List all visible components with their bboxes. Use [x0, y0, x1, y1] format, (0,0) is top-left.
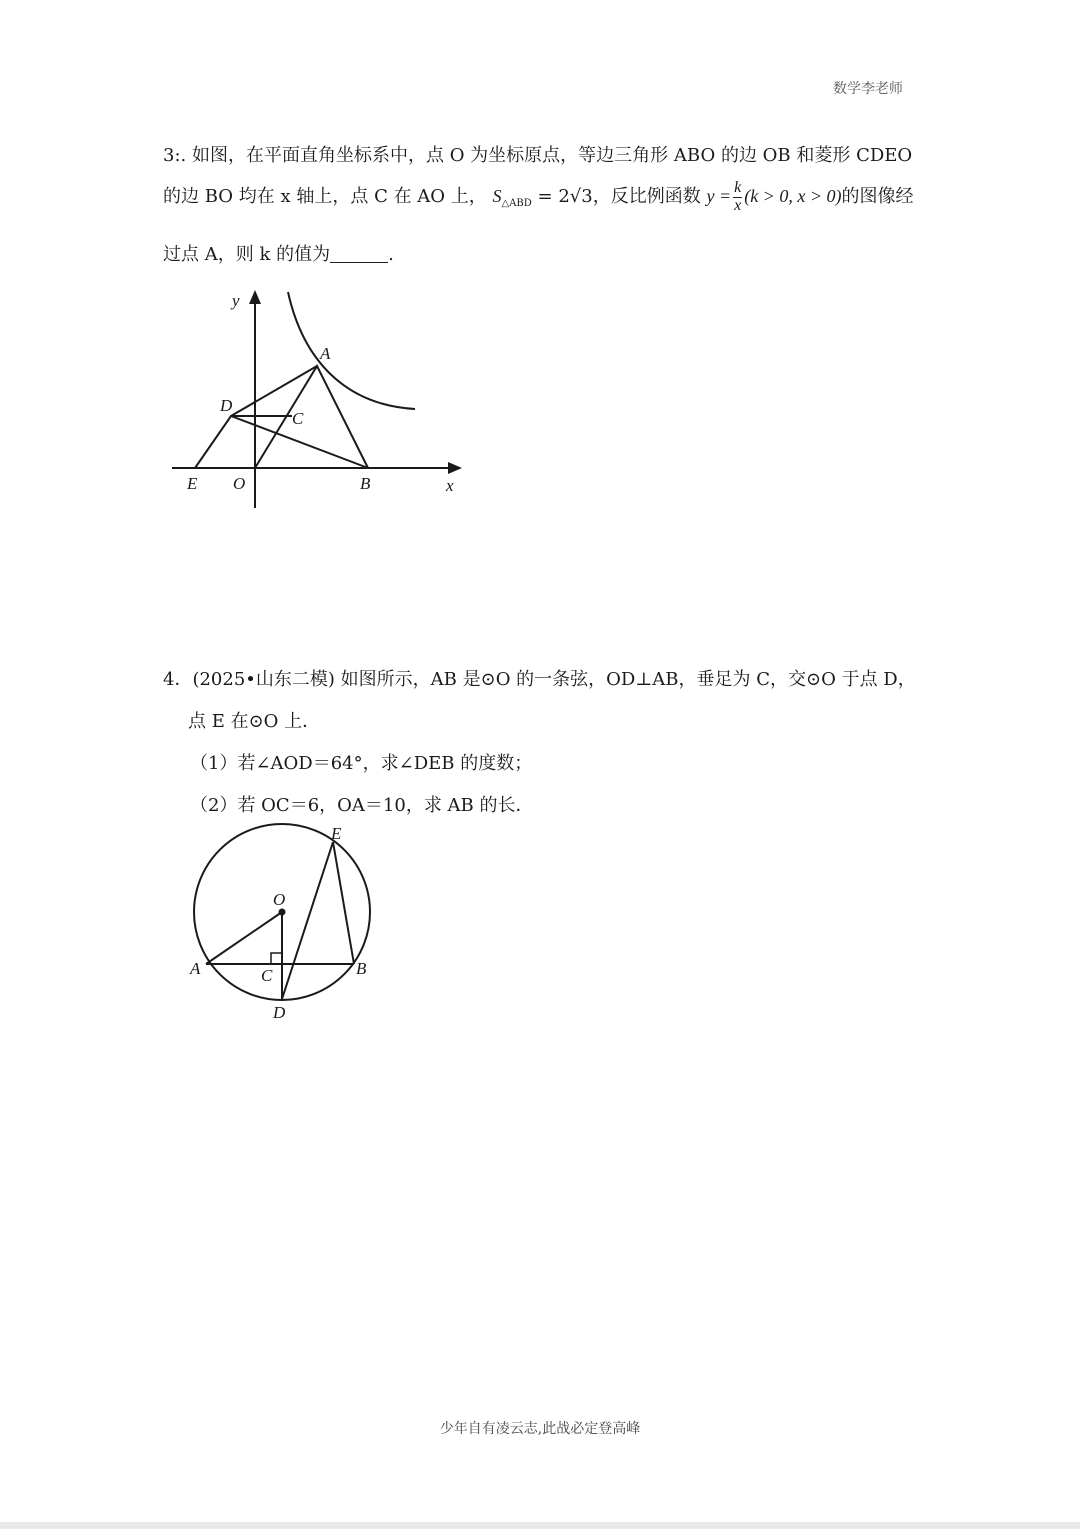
label-c: C	[292, 409, 304, 428]
center-dot	[279, 909, 286, 916]
header-author: 数学李老师	[833, 81, 903, 97]
right-angle-mark	[271, 953, 282, 964]
segment-de	[282, 842, 333, 999]
q4-line2: 点 E 在⊙O 上．	[188, 711, 321, 732]
q4-text-line1: 如图所示，AB 是⊙O 的一条弦，OD⊥AB，垂足为 C，交⊙O 于点 D，	[340, 669, 916, 690]
label-e: E	[187, 474, 198, 493]
label-d: D	[273, 1003, 286, 1022]
q3-fraction-numerator: k	[734, 179, 742, 196]
q3-figure	[160, 280, 480, 515]
q3-number: 3:.	[163, 145, 187, 166]
label-a: A	[190, 959, 201, 978]
q3-text-line1: 如图，在平面直角坐标系中，点 O 为坐标原点，等边三角形 ABO 的边 OB 和菱形 CDEO	[191, 145, 913, 166]
answer-blank	[330, 244, 388, 263]
label-x: x	[446, 476, 454, 495]
q4-source: (2025•山东二模)	[192, 669, 335, 690]
rhombus-cdeo	[195, 416, 292, 468]
segment-eb	[333, 842, 354, 964]
label-e: E	[331, 824, 342, 843]
q4-part2: （2）若 OC＝6，OA＝10，求 AB 的长．	[190, 795, 534, 816]
label-c: C	[261, 966, 273, 985]
q3-line3	[163, 240, 394, 266]
q4-number: 4．	[163, 669, 193, 690]
x-axis-arrow	[448, 462, 462, 474]
q3-line2	[163, 180, 913, 214]
q3-area-expression	[493, 186, 593, 207]
q3-area-value: = 2√3	[537, 186, 593, 207]
label-o: O	[273, 890, 286, 909]
q3-text-line2b: ，反比例函数	[592, 186, 701, 207]
q3-line1	[163, 141, 912, 167]
q3-area-label: S	[492, 186, 502, 206]
bottom-bar	[0, 1522, 1080, 1529]
label-d: D	[220, 396, 233, 415]
hyperbola-curve	[288, 292, 415, 409]
label-b: B	[360, 474, 371, 493]
q3-text-line3: 过点 A，则 k 的值为	[163, 244, 331, 265]
q3-fraction	[733, 180, 742, 214]
q3-function	[706, 179, 842, 214]
segment-da	[231, 366, 317, 416]
label-a: A	[320, 344, 331, 363]
q3-func-y: y =	[706, 186, 732, 206]
label-b: B	[356, 959, 367, 978]
y-axis-arrow	[249, 290, 261, 304]
label-o: O	[233, 474, 246, 493]
q3-area-subscript: △ABD	[501, 198, 532, 209]
q4-line1	[163, 665, 916, 691]
q4-figure	[180, 820, 390, 1025]
q3-func-condition: (k > 0, x > 0)	[744, 186, 842, 206]
q3-text-line3-end: .	[388, 244, 394, 265]
footer-motto: 少年自有凌云志,此战必定登高峰	[439, 1421, 641, 1437]
q3-text-line2c: 的图像经	[841, 186, 914, 207]
q4-part1: （1）若∠AOD＝64°，求∠DEB 的度数；	[190, 753, 533, 774]
label-y: y	[232, 291, 240, 310]
q3-fraction-denominator: x	[734, 197, 742, 214]
q3-text-line2a: 的边 BO 均在 x 轴上，点 C 在 AO 上，	[163, 186, 487, 207]
